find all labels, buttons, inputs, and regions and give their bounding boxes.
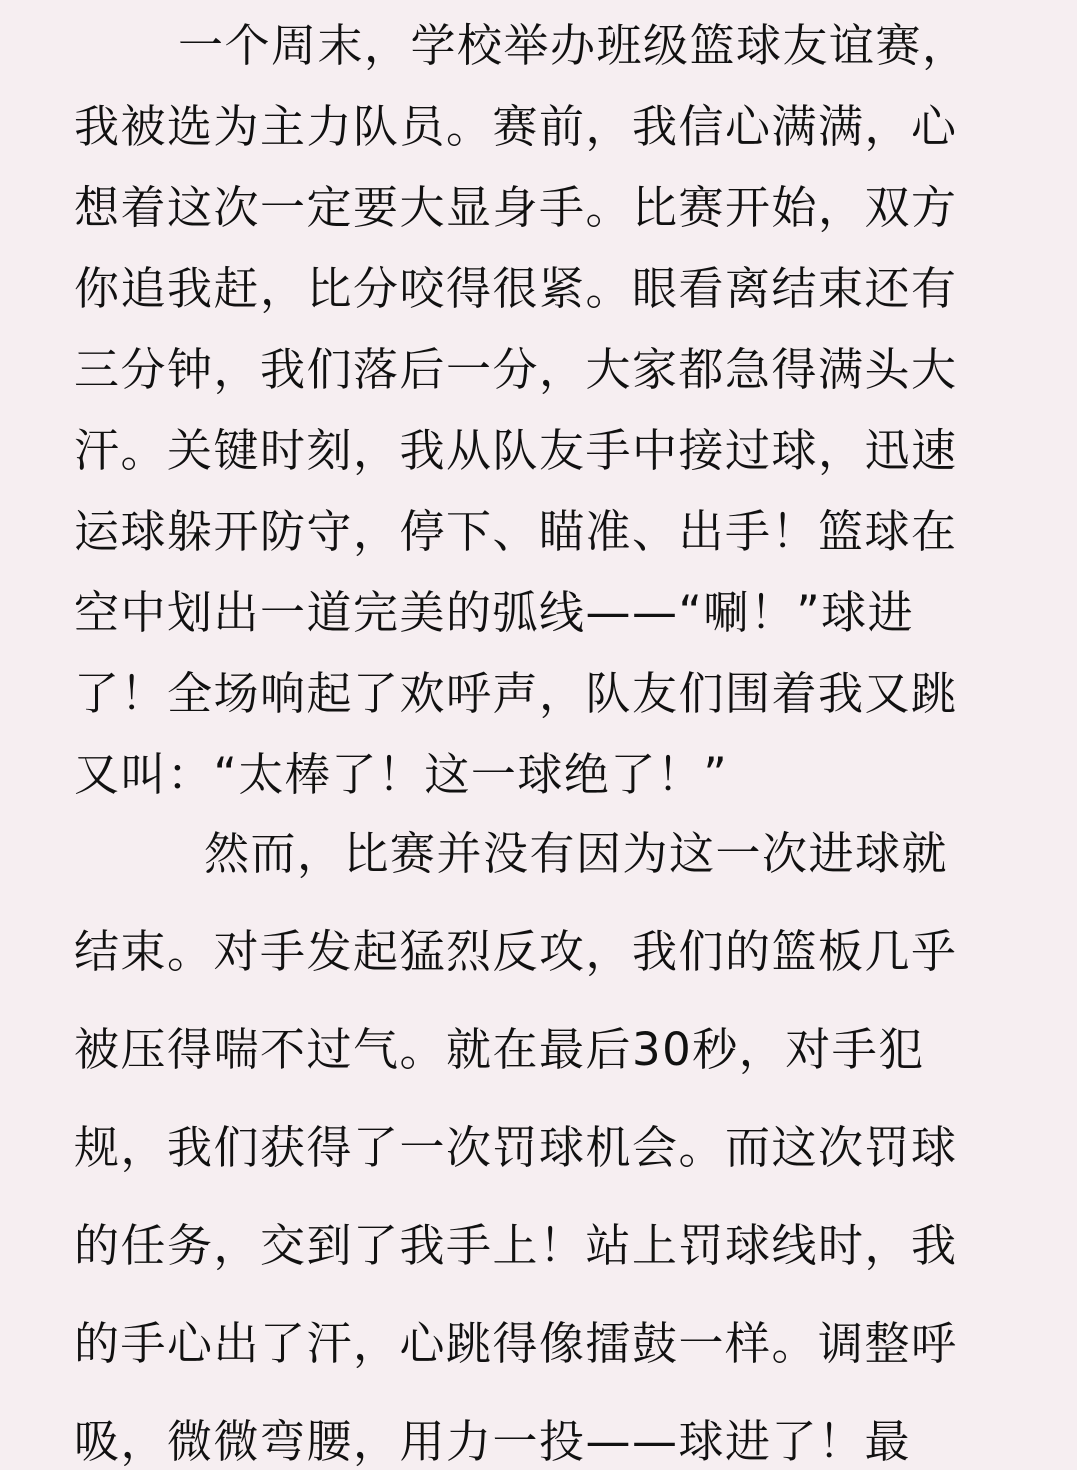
text-line: 被压得喘不过气。就在最后30秒，对手犯 <box>74 1023 925 1076</box>
text-line: 的手心出了汗，心跳得像擂鼓一样。调整呼 <box>74 1317 958 1370</box>
text-line: 然而，比赛并没有因为这一次进球就 <box>204 827 949 880</box>
text-line: 空中划出一道完美的弧线——“唰！”球进 <box>74 586 915 639</box>
text-line: 吸，微微弯腰，用力一投——球进了！最 <box>74 1415 912 1468</box>
text-line: 汗。关键时刻，我从队友手中接过球，迅速 <box>74 424 958 477</box>
text-line: 又叫：“太棒了！这一球绝了！” <box>74 748 729 801</box>
text-line: 结束。对手发起猛烈反攻，我们的篮板几乎 <box>74 925 958 978</box>
text-line: 三分钟，我们落后一分，大家都急得满头大 <box>74 343 958 396</box>
text-line: 你追我赶，比分咬得很紧。眼看离结束还有 <box>74 262 958 315</box>
text-line: 一个周末，学校举办班级篮球友谊赛， <box>178 19 969 72</box>
text-line: 想着这次一定要大显身手。比赛开始，双方 <box>74 181 958 234</box>
text-line: 规，我们获得了一次罚球机会。而这次罚球 <box>74 1121 958 1174</box>
text-line: 了！全场响起了欢呼声，队友们围着我又跳 <box>74 667 958 720</box>
text-line: 我被选为主力队员。赛前，我信心满满，心 <box>74 100 958 153</box>
text-line: 的任务，交到了我手上！站上罚球线时，我 <box>74 1219 958 1272</box>
text-line: 运球躲开防守，停下、瞄准、出手！篮球在 <box>74 505 958 558</box>
